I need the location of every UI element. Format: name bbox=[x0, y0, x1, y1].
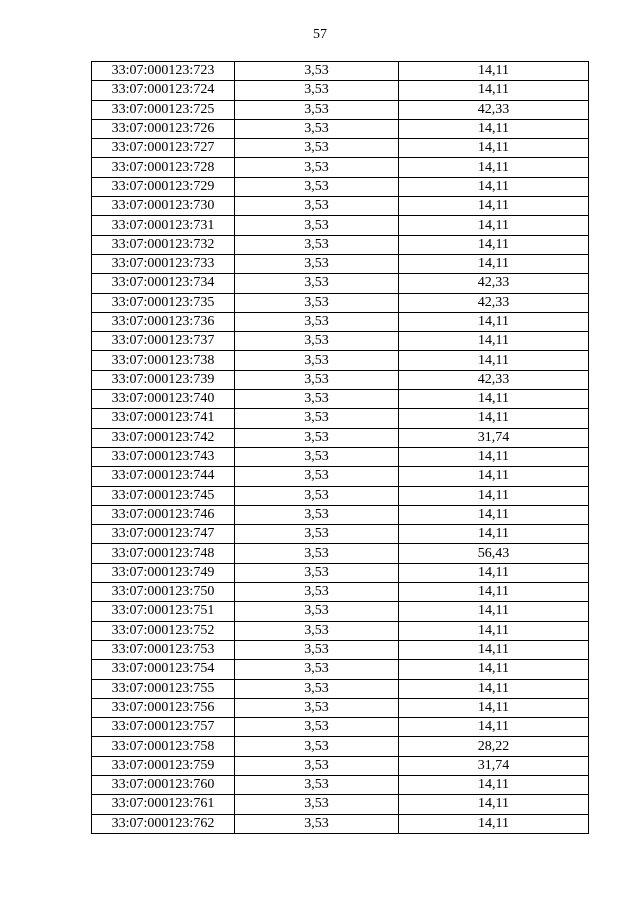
cadastral-number-cell: 33:07:000123:746 bbox=[92, 505, 235, 524]
cadastral-number-cell: 33:07:000123:739 bbox=[92, 370, 235, 389]
value-cell: 14,11 bbox=[399, 775, 589, 794]
cadastral-number-cell: 33:07:000123:733 bbox=[92, 254, 235, 273]
cadastral-number-cell: 33:07:000123:758 bbox=[92, 737, 235, 756]
area-cell: 3,53 bbox=[235, 467, 399, 486]
cadastral-number-cell: 33:07:000123:723 bbox=[92, 62, 235, 81]
cadastral-number-cell: 33:07:000123:760 bbox=[92, 775, 235, 794]
value-cell: 14,11 bbox=[399, 640, 589, 659]
cadastral-number-cell: 33:07:000123:724 bbox=[92, 81, 235, 100]
table-row bbox=[92, 197, 589, 216]
cadastral-number-cell: 33:07:000123:757 bbox=[92, 718, 235, 737]
value-cell: 42,33 bbox=[399, 274, 589, 293]
cadastral-number-cell: 33:07:000123:731 bbox=[92, 216, 235, 235]
table-row bbox=[92, 216, 589, 235]
value-cell: 14,11 bbox=[399, 409, 589, 428]
area-cell: 3,53 bbox=[235, 351, 399, 370]
value-cell: 14,11 bbox=[399, 718, 589, 737]
value-cell: 14,11 bbox=[399, 563, 589, 582]
cadastral-number-cell: 33:07:000123:741 bbox=[92, 409, 235, 428]
value-cell: 14,11 bbox=[399, 235, 589, 254]
table-row bbox=[92, 505, 589, 524]
table-row bbox=[92, 312, 589, 331]
table-row bbox=[92, 177, 589, 196]
cadastral-number-cell: 33:07:000123:742 bbox=[92, 428, 235, 447]
area-cell: 3,53 bbox=[235, 254, 399, 273]
area-cell: 3,53 bbox=[235, 583, 399, 602]
area-cell: 3,53 bbox=[235, 525, 399, 544]
table-row bbox=[92, 409, 589, 428]
area-cell: 3,53 bbox=[235, 370, 399, 389]
cadastral-number-cell: 33:07:000123:761 bbox=[92, 795, 235, 814]
cadastral-number-cell: 33:07:000123:744 bbox=[92, 467, 235, 486]
cadastral-number-cell: 33:07:000123:750 bbox=[92, 583, 235, 602]
cadastral-number-cell: 33:07:000123:732 bbox=[92, 235, 235, 254]
table-row bbox=[92, 254, 589, 273]
value-cell: 14,11 bbox=[399, 505, 589, 524]
table-row bbox=[92, 274, 589, 293]
area-cell: 3,53 bbox=[235, 814, 399, 833]
value-cell: 14,11 bbox=[399, 197, 589, 216]
area-cell: 3,53 bbox=[235, 737, 399, 756]
table-row bbox=[92, 428, 589, 447]
value-cell: 14,11 bbox=[399, 390, 589, 409]
table-row bbox=[92, 390, 589, 409]
table-row bbox=[92, 332, 589, 351]
area-cell: 3,53 bbox=[235, 274, 399, 293]
table-row bbox=[92, 660, 589, 679]
table-body bbox=[92, 62, 589, 834]
area-cell: 3,53 bbox=[235, 640, 399, 659]
table-row bbox=[92, 370, 589, 389]
area-cell: 3,53 bbox=[235, 100, 399, 119]
area-cell: 3,53 bbox=[235, 602, 399, 621]
value-cell: 14,11 bbox=[399, 81, 589, 100]
area-cell: 3,53 bbox=[235, 486, 399, 505]
table-row bbox=[92, 119, 589, 138]
value-cell: 14,11 bbox=[399, 254, 589, 273]
cadastral-number-cell: 33:07:000123:754 bbox=[92, 660, 235, 679]
table-row bbox=[92, 139, 589, 158]
table-row bbox=[92, 467, 589, 486]
value-cell: 14,11 bbox=[399, 119, 589, 138]
cadastral-number-cell: 33:07:000123:730 bbox=[92, 197, 235, 216]
value-cell: 31,74 bbox=[399, 756, 589, 775]
cadastral-number-cell: 33:07:000123:753 bbox=[92, 640, 235, 659]
table-row bbox=[92, 486, 589, 505]
value-cell: 42,33 bbox=[399, 370, 589, 389]
table-row bbox=[92, 775, 589, 794]
value-cell: 14,11 bbox=[399, 698, 589, 717]
value-cell: 14,11 bbox=[399, 525, 589, 544]
cadastral-number-cell: 33:07:000123:745 bbox=[92, 486, 235, 505]
value-cell: 31,74 bbox=[399, 428, 589, 447]
area-cell: 3,53 bbox=[235, 621, 399, 640]
table-row bbox=[92, 756, 589, 775]
cadastral-number-cell: 33:07:000123:729 bbox=[92, 177, 235, 196]
value-cell: 14,11 bbox=[399, 660, 589, 679]
table-row bbox=[92, 544, 589, 563]
value-cell: 14,11 bbox=[399, 351, 589, 370]
area-cell: 3,53 bbox=[235, 158, 399, 177]
value-cell: 14,11 bbox=[399, 158, 589, 177]
area-cell: 3,53 bbox=[235, 119, 399, 138]
cadastral-number-cell: 33:07:000123:727 bbox=[92, 139, 235, 158]
table-row bbox=[92, 621, 589, 640]
page-number: 57 bbox=[313, 27, 327, 42]
table-row bbox=[92, 235, 589, 254]
area-cell: 3,53 bbox=[235, 544, 399, 563]
area-cell: 3,53 bbox=[235, 139, 399, 158]
cadastral-number-cell: 33:07:000123:738 bbox=[92, 351, 235, 370]
cadastral-number-cell: 33:07:000123:728 bbox=[92, 158, 235, 177]
table-row bbox=[92, 698, 589, 717]
cadastral-number-cell: 33:07:000123:762 bbox=[92, 814, 235, 833]
area-cell: 3,53 bbox=[235, 775, 399, 794]
area-cell: 3,53 bbox=[235, 312, 399, 331]
cadastral-number-cell: 33:07:000123:743 bbox=[92, 447, 235, 466]
area-cell: 3,53 bbox=[235, 62, 399, 81]
area-cell: 3,53 bbox=[235, 216, 399, 235]
area-cell: 3,53 bbox=[235, 81, 399, 100]
table-row bbox=[92, 158, 589, 177]
table-row bbox=[92, 525, 589, 544]
value-cell: 14,11 bbox=[399, 486, 589, 505]
area-cell: 3,53 bbox=[235, 332, 399, 351]
table-row bbox=[92, 640, 589, 659]
value-cell: 14,11 bbox=[399, 62, 589, 81]
value-cell: 14,11 bbox=[399, 795, 589, 814]
value-cell: 14,11 bbox=[399, 679, 589, 698]
cadastral-number-cell: 33:07:000123:726 bbox=[92, 119, 235, 138]
table-row bbox=[92, 293, 589, 312]
cadastral-number-cell: 33:07:000123:749 bbox=[92, 563, 235, 582]
area-cell: 3,53 bbox=[235, 293, 399, 312]
area-cell: 3,53 bbox=[235, 698, 399, 717]
table-row bbox=[92, 679, 589, 698]
cadastral-number-cell: 33:07:000123:751 bbox=[92, 602, 235, 621]
area-cell: 3,53 bbox=[235, 679, 399, 698]
cadastral-number-cell: 33:07:000123:752 bbox=[92, 621, 235, 640]
area-cell: 3,53 bbox=[235, 795, 399, 814]
table-row bbox=[92, 351, 589, 370]
area-cell: 3,53 bbox=[235, 235, 399, 254]
area-cell: 3,53 bbox=[235, 197, 399, 216]
cadastral-number-cell: 33:07:000123:737 bbox=[92, 332, 235, 351]
cadastral-number-cell: 33:07:000123:725 bbox=[92, 100, 235, 119]
table-row bbox=[92, 62, 589, 81]
value-cell: 56,43 bbox=[399, 544, 589, 563]
area-cell: 3,53 bbox=[235, 428, 399, 447]
cadastral-number-cell: 33:07:000123:734 bbox=[92, 274, 235, 293]
cadastral-number-cell: 33:07:000123:740 bbox=[92, 390, 235, 409]
value-cell: 14,11 bbox=[399, 177, 589, 196]
cadastral-number-cell: 33:07:000123:736 bbox=[92, 312, 235, 331]
area-cell: 3,53 bbox=[235, 177, 399, 196]
area-cell: 3,53 bbox=[235, 563, 399, 582]
data-table bbox=[91, 61, 589, 834]
cadastral-number-cell: 33:07:000123:735 bbox=[92, 293, 235, 312]
table-row bbox=[92, 447, 589, 466]
table-row bbox=[92, 718, 589, 737]
table-row bbox=[92, 563, 589, 582]
cadastral-number-cell: 33:07:000123:755 bbox=[92, 679, 235, 698]
table-row bbox=[92, 100, 589, 119]
cadastral-number-cell: 33:07:000123:748 bbox=[92, 544, 235, 563]
cadastral-number-cell: 33:07:000123:756 bbox=[92, 698, 235, 717]
table-row bbox=[92, 737, 589, 756]
table-row bbox=[92, 602, 589, 621]
value-cell: 42,33 bbox=[399, 293, 589, 312]
value-cell: 42,33 bbox=[399, 100, 589, 119]
value-cell: 14,11 bbox=[399, 602, 589, 621]
area-cell: 3,53 bbox=[235, 660, 399, 679]
value-cell: 14,11 bbox=[399, 621, 589, 640]
value-cell: 14,11 bbox=[399, 447, 589, 466]
area-cell: 3,53 bbox=[235, 718, 399, 737]
value-cell: 28,22 bbox=[399, 737, 589, 756]
table-row bbox=[92, 81, 589, 100]
value-cell: 14,11 bbox=[399, 312, 589, 331]
area-cell: 3,53 bbox=[235, 390, 399, 409]
area-cell: 3,53 bbox=[235, 447, 399, 466]
area-cell: 3,53 bbox=[235, 756, 399, 775]
value-cell: 14,11 bbox=[399, 467, 589, 486]
cadastral-number-cell: 33:07:000123:759 bbox=[92, 756, 235, 775]
cadastral-number-cell: 33:07:000123:747 bbox=[92, 525, 235, 544]
value-cell: 14,11 bbox=[399, 216, 589, 235]
area-cell: 3,53 bbox=[235, 409, 399, 428]
table-row bbox=[92, 814, 589, 833]
value-cell: 14,11 bbox=[399, 139, 589, 158]
table-row bbox=[92, 795, 589, 814]
area-cell: 3,53 bbox=[235, 505, 399, 524]
value-cell: 14,11 bbox=[399, 583, 589, 602]
table-row bbox=[92, 583, 589, 602]
value-cell: 14,11 bbox=[399, 332, 589, 351]
value-cell: 14,11 bbox=[399, 814, 589, 833]
